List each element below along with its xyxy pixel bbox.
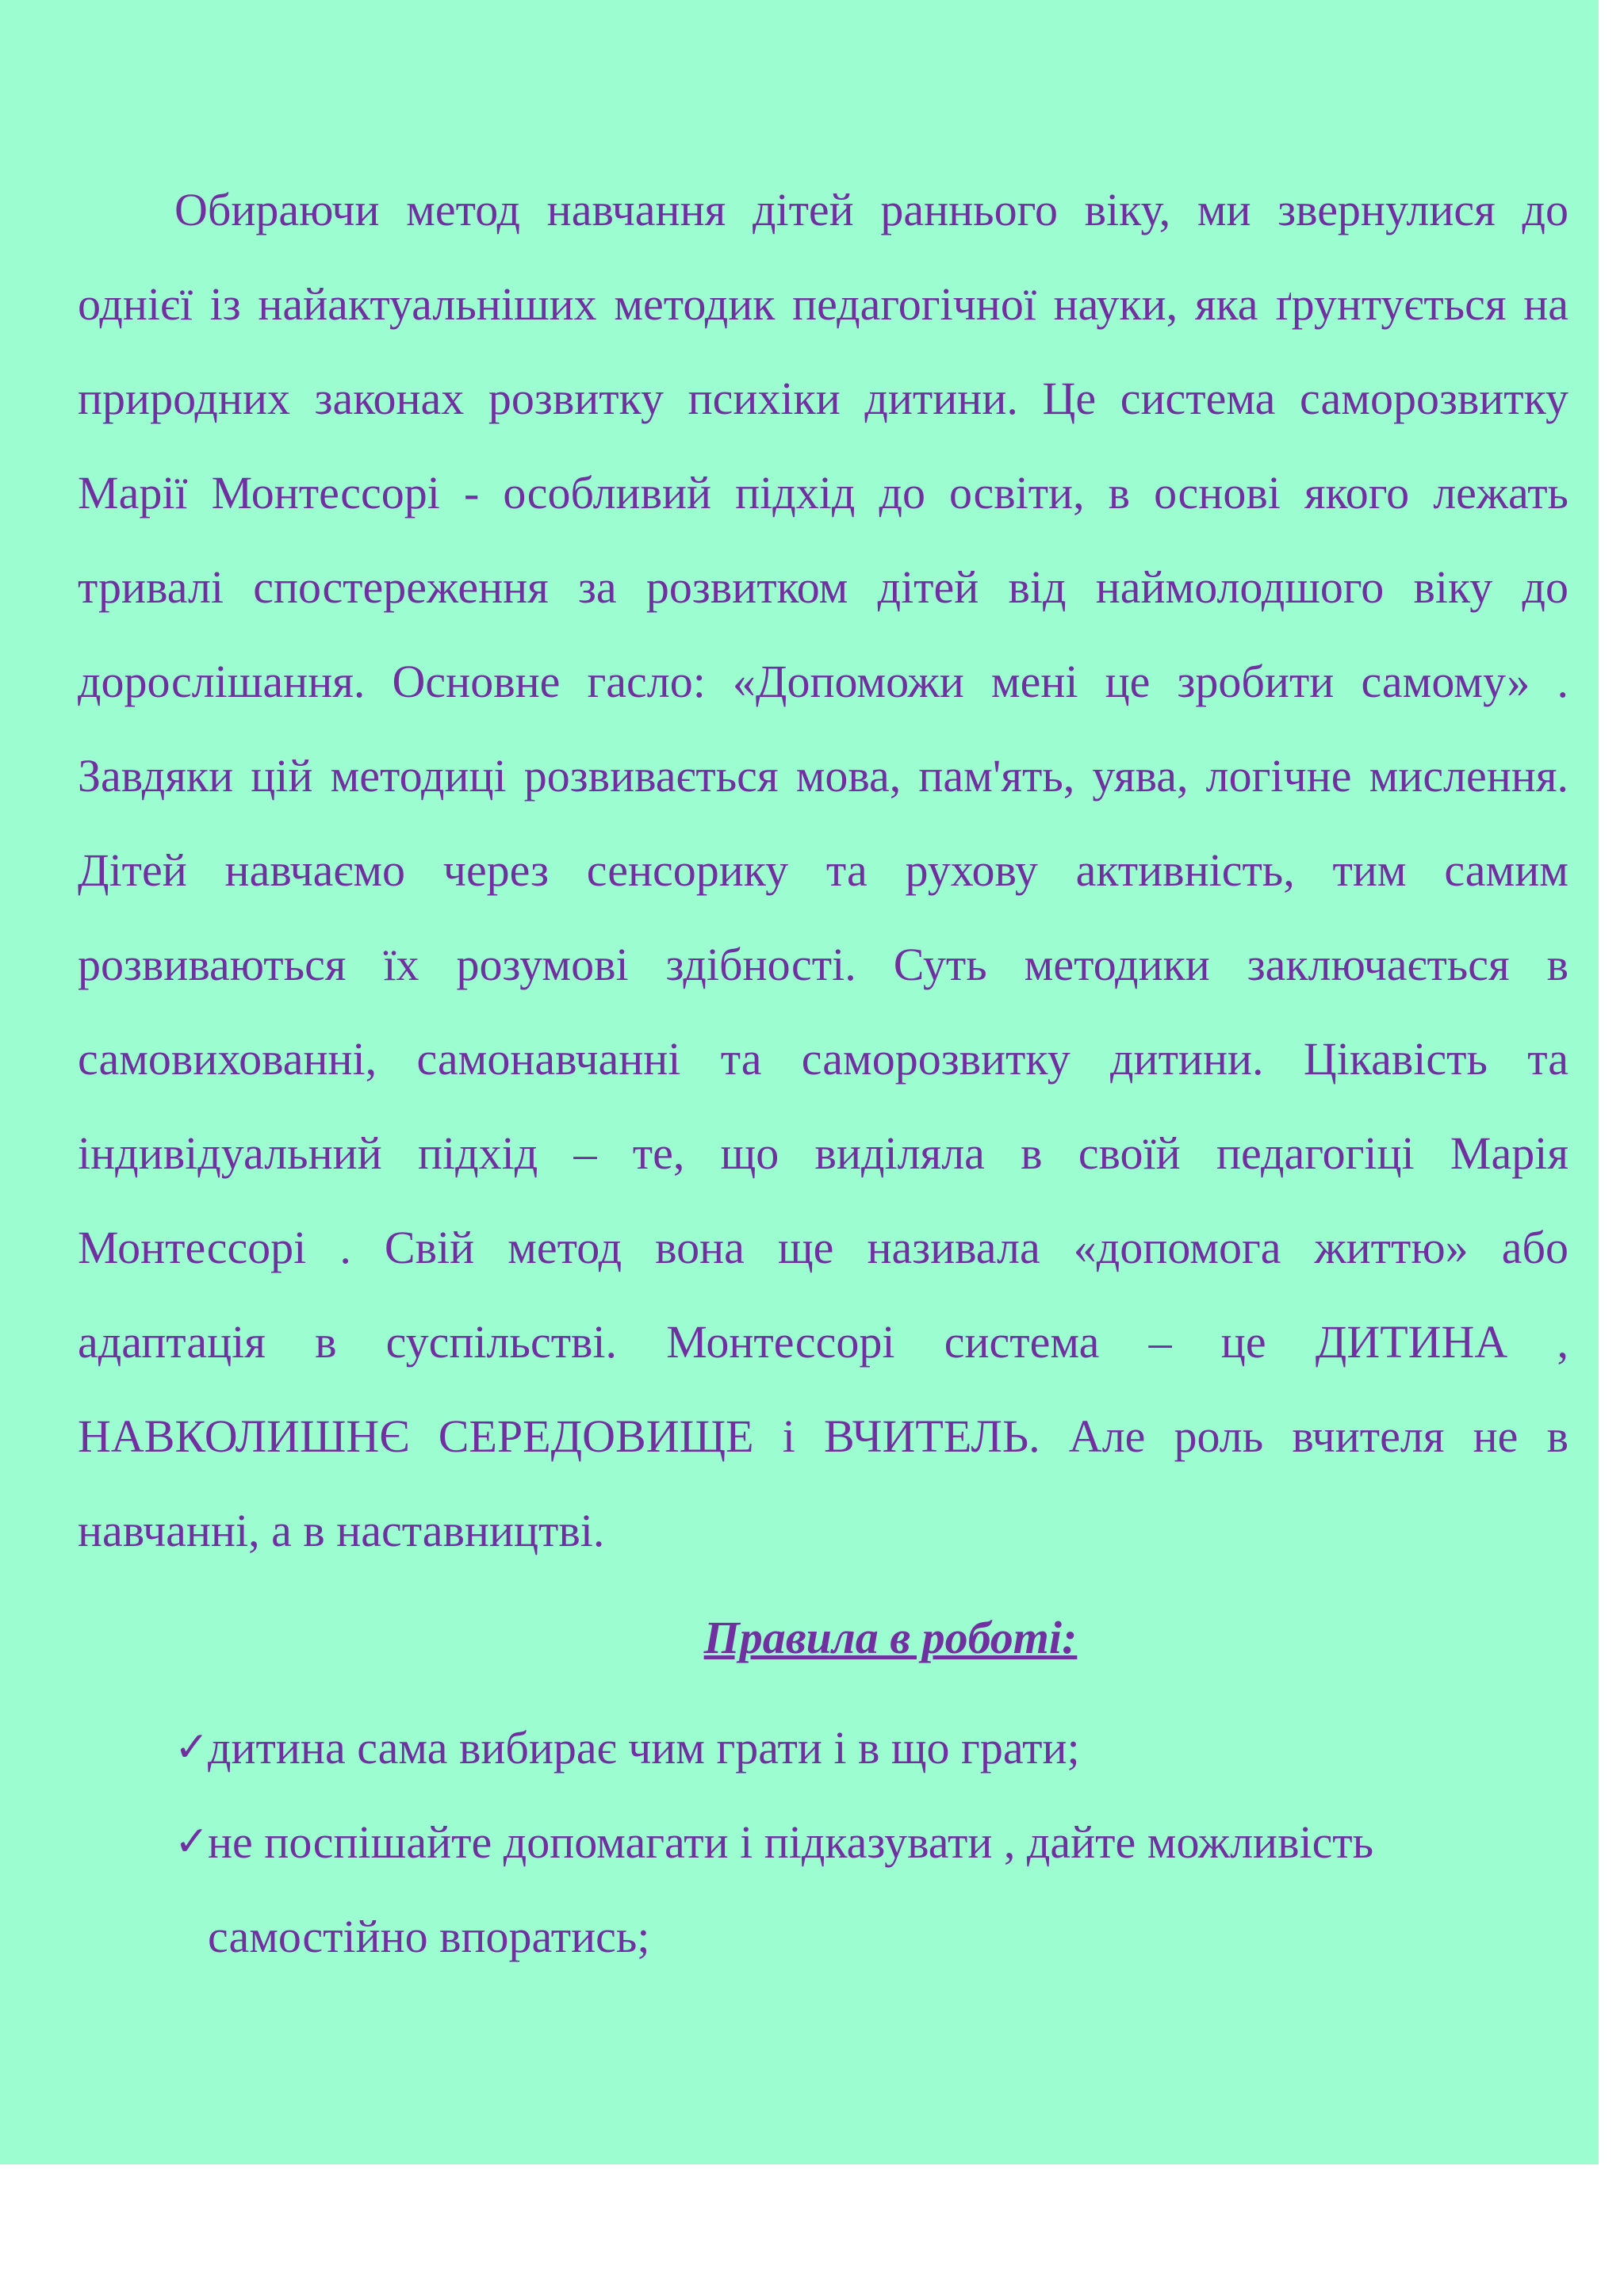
rule-item: [174, 1701, 1568, 1795]
document-body: [78, 163, 1568, 1984]
checkmark-icon: ✓: [174, 1724, 209, 1771]
rule-text: дитина сама вибирає чим грати і в що грати;: [208, 1722, 1080, 1774]
rule-text: не поспішайте допомагати і підказувати , дайте можливість самостійно впоратись;: [208, 1816, 1374, 1962]
rules-list: [78, 1701, 1568, 1984]
intro-paragraph: Обираючи метод навчання дітей раннього віку, ми звернулися до однієї із найактуальніших методик педагогічної науки, яка ґрунтується на природних законах розвитку психіки дитини. Це система саморозвитку Марії Монтессорі - особливий підхід до освіти, в основі якого лежать тривалі спостереження за розвитком дітей від наймолодшого віку до дорослішання. Основне гасло: «Допоможи мені це зробити самому» . Завдяки цій методиці розвивається мова, пам'ять, уява, логічне мислення. Дітей навчаємо через сенсорику та рухову активність, тим самим розвиваються їх розумові здібності. Суть методики заключається в самовихованні, самонавчанні та саморозвитку дитини. Цікавість та індивідуальний підхід – те, що виділяла в своїй педагогіці Марія Монтессорі . Свій метод вона ще називала «допомога життю» або адаптація в суспільстві. Монтессорі система – це ДИТИНА , НАВКОЛИШНЄ СЕРЕДОВИЩЕ і ВЧИТЕЛЬ. Але роль вчителя не в навчанні, а в наставництві.: [78, 184, 1568, 1556]
checkmark-icon: ✓: [174, 1818, 209, 1866]
rules-heading: Правила в роботі:: [703, 1612, 1078, 1663]
rule-item: [174, 1795, 1568, 1984]
